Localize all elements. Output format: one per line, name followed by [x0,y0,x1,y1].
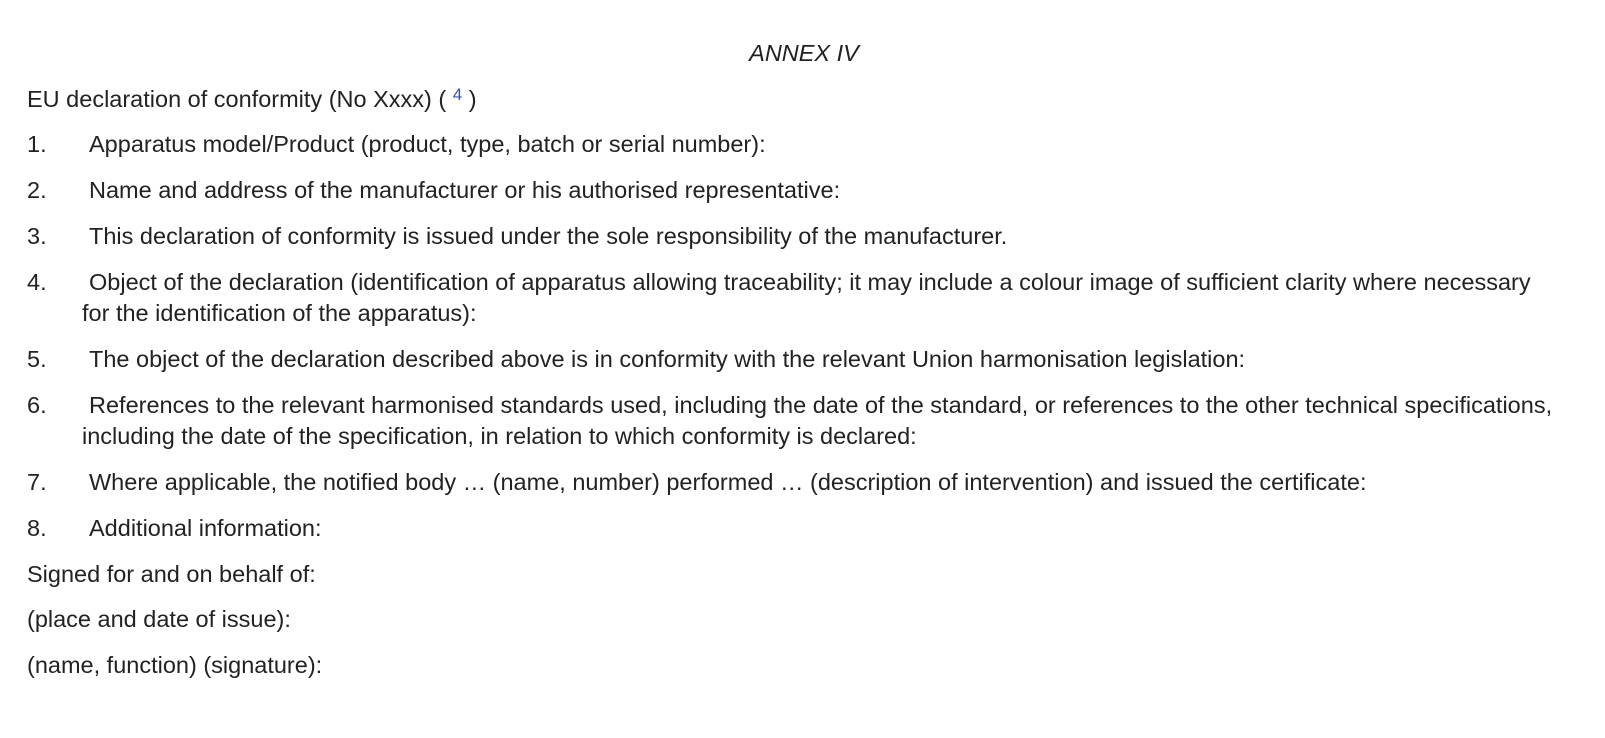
item-text: Name and address of the manufacturer or his authorised representative: [89,177,841,204]
item-text: This declaration of conformity is issued under the sole responsibility of the manufacturer. [89,222,1008,249]
list-item [27,513,1560,545]
footnote-ref-link[interactable]: 4 [452,84,463,104]
annex-title: ANNEX IV [749,40,859,66]
item-number: 2. [27,177,47,204]
item-text: Where applicable, the notified body … (name, number) performed … (description of intervention) and issued the certificate: [89,469,1367,496]
item-number: 1. [27,131,47,158]
item-number: 7. [27,469,47,496]
declaration-title [27,84,1560,116]
list-item [27,467,1560,499]
list-item [27,344,1560,376]
list-item [27,175,1560,207]
list-item [27,390,1560,453]
item-number: 5. [27,346,47,373]
item-number: 8. [27,514,47,541]
declaration-title-prefix: EU declaration of conformity (No Xxxx) ( [27,85,447,112]
list-item [27,267,1560,330]
place-date-line: (place and date of issue): [27,606,291,633]
item-number: 4. [27,268,47,295]
item-text: Object of the declaration (identification of apparatus allowing traceability; it may include a colour image of sufficient clarity where necessary for the identification of the apparatus): [82,268,1531,327]
declaration-title-suffix: ) [468,85,477,112]
list-item [27,221,1560,253]
item-text: References to the relevant harmonised standards used, including the date of the standard, or references to the other technical specifications, including the date of the specification, in relation to which conformity is declared: [82,391,1553,450]
item-number: 3. [27,222,47,249]
list-item [27,129,1560,161]
item-text: Additional information: [89,514,322,541]
item-text: The object of the declaration described above is in conformity with the relevant Union harmonisation legislation: [89,346,1246,373]
item-number: 6. [27,391,47,418]
signed-for-line: Signed for and on behalf of: [27,560,316,587]
declaration-items-list [27,129,1560,544]
item-text: Apparatus model/Product (product, type, batch or serial number): [89,131,766,158]
name-function-line: (name, function) (signature): [27,652,323,679]
